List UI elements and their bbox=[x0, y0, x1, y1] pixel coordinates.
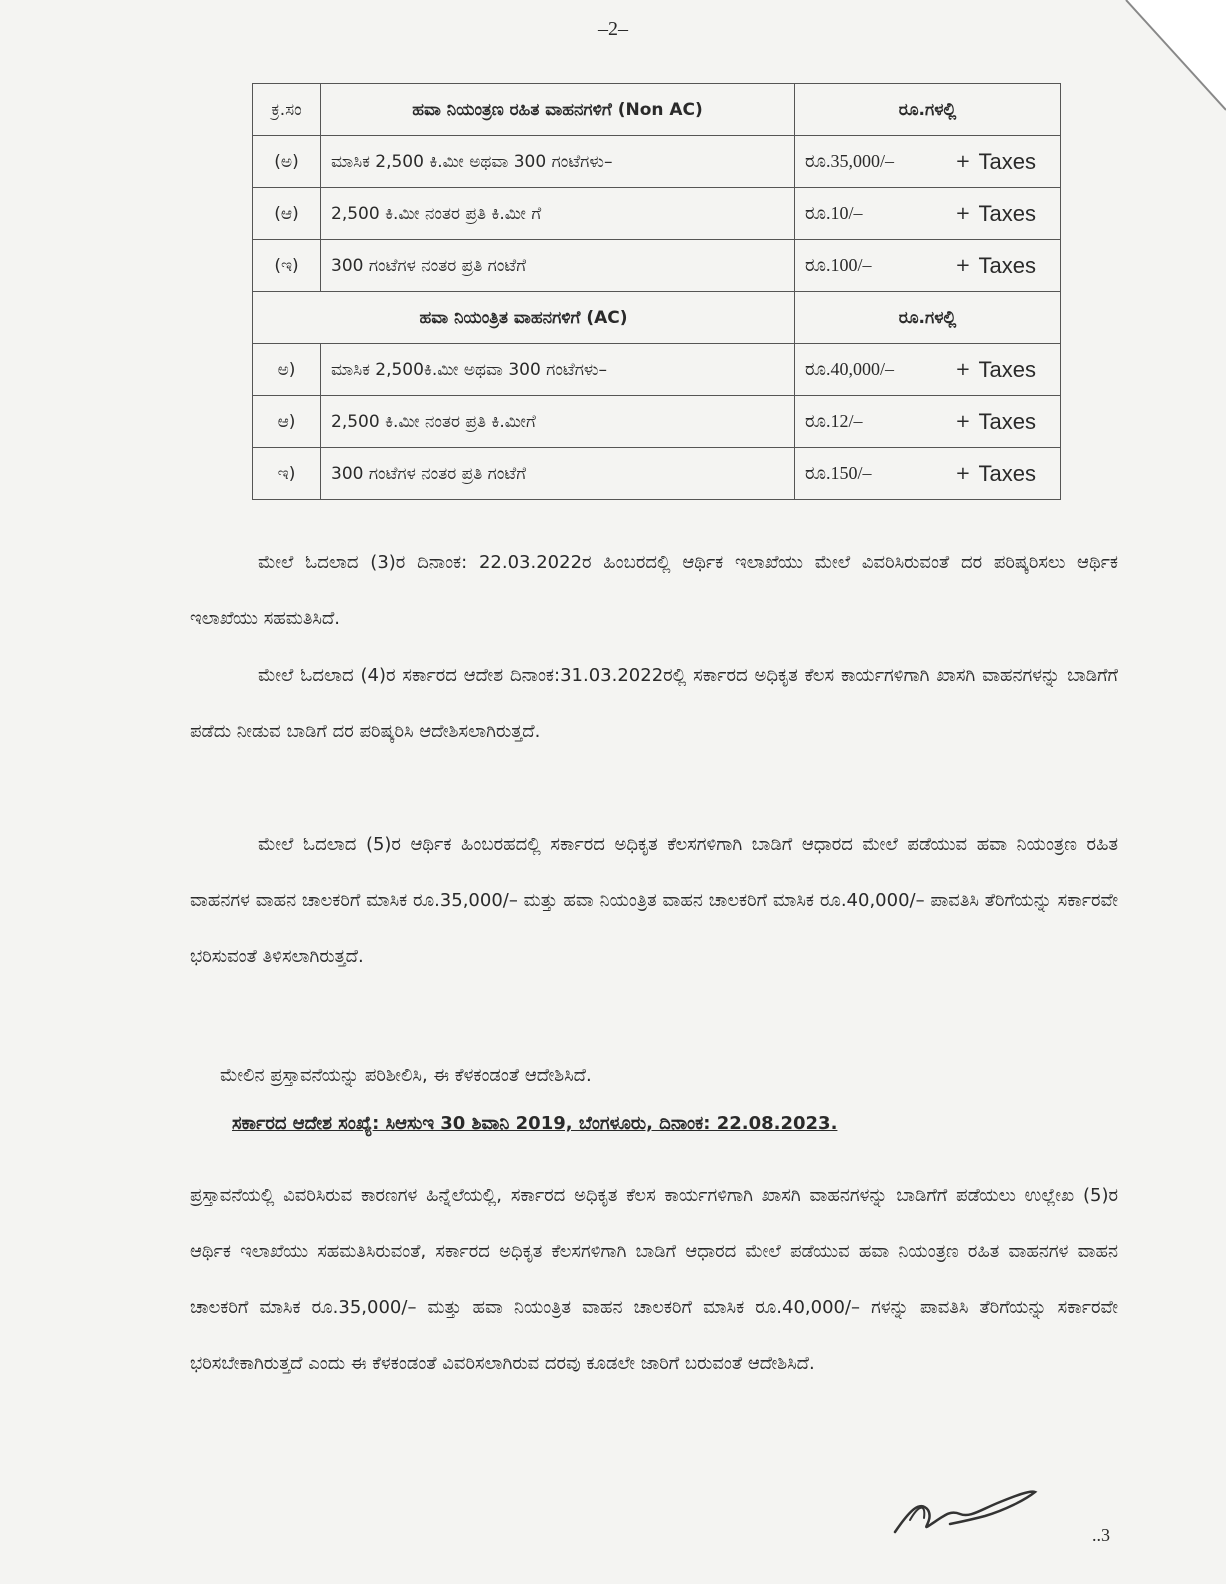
table-row bbox=[253, 344, 1061, 396]
row-plus: + bbox=[955, 359, 971, 380]
row-sl: (ಆ) bbox=[253, 188, 321, 240]
row-tax: Taxes bbox=[978, 408, 1036, 434]
row-plus: + bbox=[955, 463, 971, 484]
row-amount: ರೂ.150/– bbox=[805, 463, 872, 483]
row-sl: ಆ) bbox=[253, 396, 321, 448]
row-tax: Taxes bbox=[978, 356, 1036, 382]
row-plus: + bbox=[955, 151, 971, 172]
row-sl: (ಅ) bbox=[253, 136, 321, 188]
row-desc: 2,500 ಕಿ.ಮೀ ನಂತರ ಪ್ರತಿ ಕಿ.ಮೀ ಗೆ bbox=[321, 188, 795, 240]
signature-icon bbox=[890, 1480, 1040, 1540]
paragraph-order: ಪ್ರಸ್ತಾವನೆಯಲ್ಲಿ ವಿವರಿಸಿರುವ ಕಾರಣಗಳ ಹಿನ್ನೆಲೆಯಲ್ಲಿ, ಸರ್ಕಾರದ ಅಧಿಕೃತ ಕೆಲಸ ಕಾರ್ಯಗಳಿಗಾಗಿ ಖಾಸಗಿ ವಾಹನಗಳನ್ನು ಬಾಡಿಗೆಗೆ ಪಡೆಯಲು ಉಲ್ಲೇಖ (5)ರ ಆರ್ಥಿಕ ಇಲಾಖೆಯು ಸಹಮತಿಸಿರುವಂತೆ, ಸರ್ಕಾರದ ಅಧಿಕೃತ ಕೆಲಸಗಳಿಗಾಗಿ ಬಾಡಿಗೆ ಆಧಾರದ ಮೇಲೆ ಪಡೆಯುವ ಹವಾ ನಿಯಂತ್ರಣ ರಹಿತ ವಾಹನಗಳ ವಾಹನ ಚಾಲಕರಿಗೆ ಮಾಸಿಕ ರೂ.35,000/– ಮತ್ತು ಹವಾ ನಿಯಂತ್ರಿತ ವಾಹನ ಚಾಲಕರಿಗೆ ಮಾಸಿಕ ರೂ.40,000/– ಗಳನ್ನು ಪಾವತಿಸಿ ತೆರಿಗೆಯನ್ನು ಸರ್ಕಾರವೇ ಭರಿಸಬೇಕಾಗಿರುತ್ತದೆ ಎಂದು ಈ ಕೆಳಕಂಡಂತೆ ವಿವರಿಸಲಾಗಿರುವ ದರವು ಕೂಡಲೇ ಜಾರಿಗೆ ಬರುವಂತೆ ಆದೇಶಿಸಿದೆ. bbox=[190, 1185, 1118, 1374]
row-tax: Taxes bbox=[978, 148, 1036, 174]
ac-title: ಹವಾ ನಿಯಂತ್ರಿತ ವಾಹನಗಳಿಗೆ (AC) bbox=[253, 292, 795, 344]
table-row bbox=[253, 396, 1061, 448]
table-row bbox=[253, 188, 1061, 240]
unit-header: ರೂ.ಗಳಲ್ಲಿ bbox=[795, 292, 1061, 344]
row-amount: ರೂ.40,000/– bbox=[805, 359, 895, 379]
paragraph-reference-5: ಮೇಲೆ ಓದಲಾದ (5)ರ ಆರ್ಥಿಕ ಹಿಂಬರಹದಲ್ಲಿ ಸರ್ಕಾರದ ಅಧಿಕೃತ ಕೆಲಸಗಳಿಗಾಗಿ ಬಾಡಿಗೆ ಆಧಾರದ ಮೇಲೆ ಪಡೆಯುವ ಹವಾ ನಿಯಂತ್ರಣ ರಹಿತ ವಾಹನಗಳ ವಾಹನ ಚಾಲಕರಿಗೆ ಮಾಸಿಕ ರೂ.35,000/– ಮತ್ತು ಹವಾ ನಿಯಂತ್ರಿತ ವಾಹನ ಚಾಲಕರಿಗೆ ಮಾಸಿಕ ರೂ.40,000/– ಪಾವತಿಸಿ ತೆರಿಗೆಯನ್ನು ಸರ್ಕಾರವೇ ಭರಿಸುವಂತೆ ತಿಳಿಸಲಾಗಿರುತ್ತದೆ. bbox=[190, 834, 1118, 967]
sl-header: ಕ್ರ.ಸಂ bbox=[253, 84, 321, 136]
row-desc: ಮಾಸಿಕ 2,500ಕಿ.ಮೀ ಅಥವಾ 300 ಗಂಟೆಗಳು– bbox=[321, 344, 795, 396]
paragraph-proposal: ಮೇಲಿನ ಪ್ರಸ್ತಾವನೆಯನ್ನು ಪರಿಶೀಲಿಸಿ, ಈ ಕೆಳಕಂಡಂತೆ ಆದೇಶಿಸಿದೆ. bbox=[220, 1065, 592, 1086]
next-page-marker: ..3 bbox=[1092, 1525, 1110, 1545]
unit-header: ರೂ.ಗಳಲ್ಲಿ bbox=[795, 84, 1061, 136]
order-heading: ಸರ್ಕಾರದ ಆದೇಶ ಸಂಖ್ಯೆ: ಸಿಆಸುಇ 30 ಶಿವಾನಿ 2019, ಬೆಂಗಳೂರು, ದಿನಾಂಕ: 22.08.2023. bbox=[232, 1113, 838, 1134]
page-number: –2– bbox=[598, 18, 628, 40]
table-row bbox=[253, 240, 1061, 292]
rates-table bbox=[252, 83, 1061, 500]
row-amount: ರೂ.10/– bbox=[805, 203, 863, 223]
row-desc: 300 ಗಂಟೆಗಳ ನಂತರ ಪ್ರತಿ ಗಂಟೆಗೆ bbox=[321, 448, 795, 500]
paragraph-reference-3: ಮೇಲೆ ಓದಲಾದ (3)ರ ದಿನಾಂಕ: 22.03.2022ರ ಹಿಂಬರದಲ್ಲಿ ಆರ್ಥಿಕ ಇಲಾಖೆಯು ಮೇಲೆ ವಿವರಿಸಿರುವಂತೆ ದರ ಪರಿಷ್ಕರಿಸಲು ಆರ್ಥಿಕ ಇಲಾಖೆಯು ಸಹಮತಿಸಿದೆ. bbox=[190, 552, 1118, 629]
non-ac-title: ಹವಾ ನಿಯಂತ್ರಣ ರಹಿತ ವಾಹನಗಳಿಗೆ (Non AC) bbox=[321, 84, 795, 136]
row-tax: Taxes bbox=[978, 252, 1036, 278]
row-plus: + bbox=[955, 255, 971, 276]
page-corner-fold bbox=[1086, 0, 1226, 120]
row-sl: ಇ) bbox=[253, 448, 321, 500]
row-plus: + bbox=[955, 411, 971, 432]
table-section-header bbox=[253, 292, 1061, 344]
paragraph-reference-4: ಮೇಲೆ ಓದಲಾದ (4)ರ ಸರ್ಕಾರದ ಆದೇಶ ದಿನಾಂಕ:31.03.2022ರಲ್ಲಿ ಸರ್ಕಾರದ ಅಧಿಕೃತ ಕೆಲಸ ಕಾರ್ಯಗಳಿಗಾಗಿ ಖಾಸಗಿ ವಾಹನಗಳನ್ನು ಬಾಡಿಗೆಗೆ ಪಡೆದು ನೀಡುವ ಬಾಡಿಗೆ ದರ ಪರಿಷ್ಕರಿಸಿ ಆದೇಶಿಸಲಾಗಿರುತ್ತದೆ. bbox=[190, 665, 1118, 742]
row-amount: ರೂ.35,000/– bbox=[805, 151, 895, 171]
row-amount: ರೂ.12/– bbox=[805, 411, 863, 431]
row-plus: + bbox=[955, 203, 971, 224]
table-header-row bbox=[253, 84, 1061, 136]
row-desc: 2,500 ಕಿ.ಮೀ ನಂತರ ಪ್ರತಿ ಕಿ.ಮೀಗೆ bbox=[321, 396, 795, 448]
row-sl: (ಇ) bbox=[253, 240, 321, 292]
row-tax: Taxes bbox=[978, 460, 1036, 486]
row-sl: ಅ) bbox=[253, 344, 321, 396]
row-desc: ಮಾಸಿಕ 2,500 ಕಿ.ಮೀ ಅಥವಾ 300 ಗಂಟೆಗಳು– bbox=[321, 136, 795, 188]
table-row bbox=[253, 136, 1061, 188]
row-tax: Taxes bbox=[978, 200, 1036, 226]
table-row bbox=[253, 448, 1061, 500]
row-desc: 300 ಗಂಟೆಗಳ ನಂತರ ಪ್ರತಿ ಗಂಟೆಗೆ bbox=[321, 240, 795, 292]
row-amount: ರೂ.100/– bbox=[805, 255, 872, 275]
